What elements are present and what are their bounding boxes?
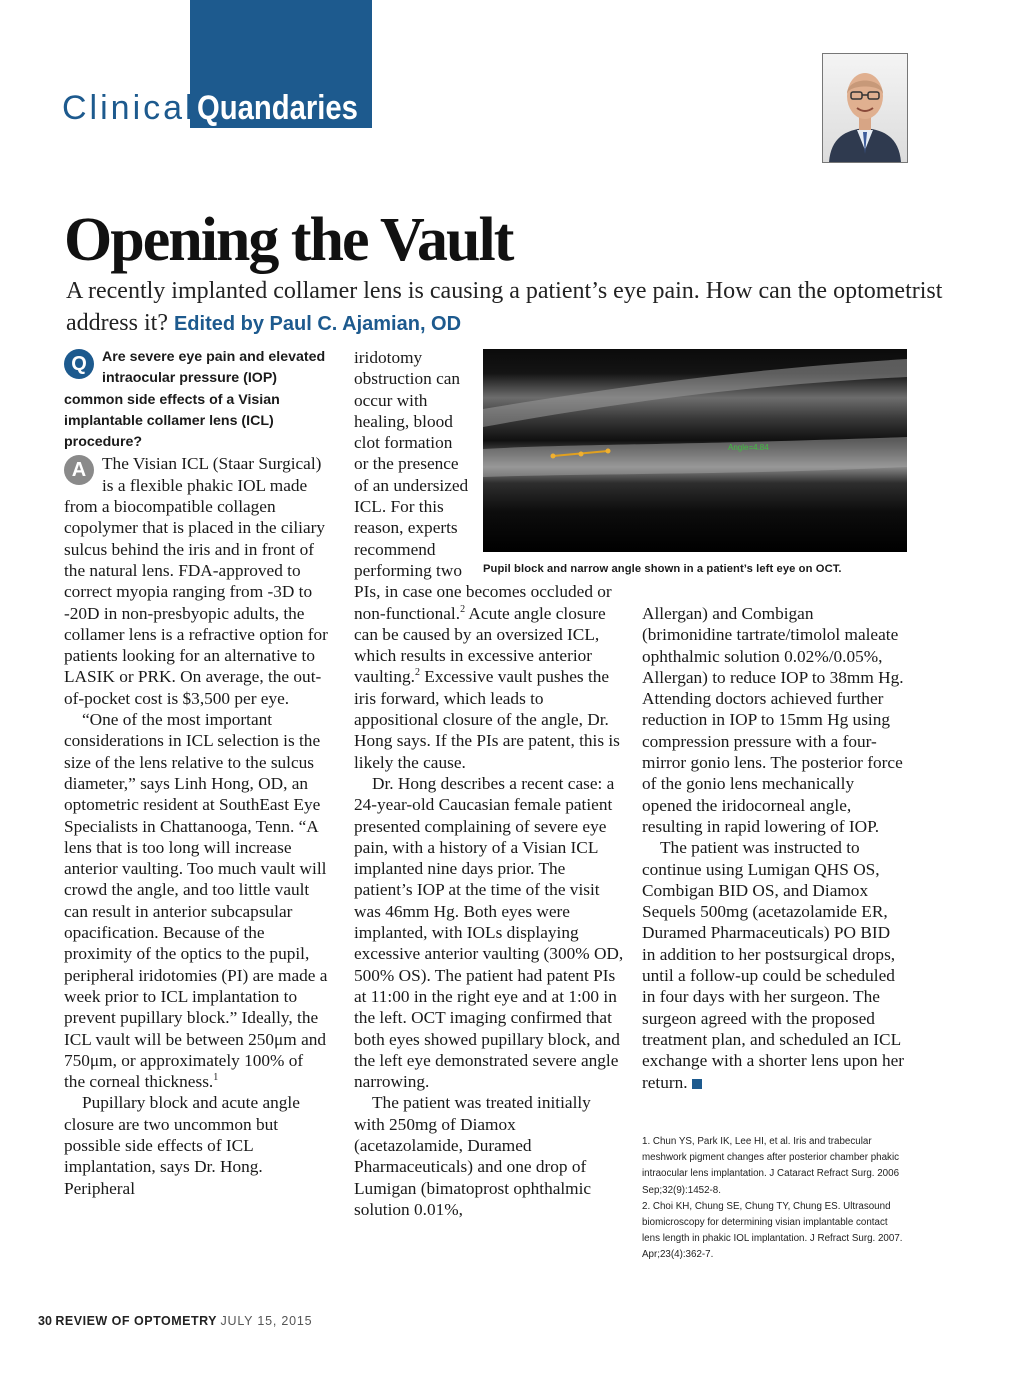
citation-2a: 2 [460, 603, 466, 615]
article-title: Opening the Vault [64, 206, 513, 274]
body-paragraph-3: Pupillary block and acute angle closure are two uncommon but possible side effects of ICL implantation, says Dr. Hong. Peripheral [64, 1093, 300, 1198]
col2-paragraph-2: Dr. Hong describes a recent case: a 24-year-old Caucasian female patient presented complaining of severe eye pain, with a history of a Visian ICL implanted nine days prior. The patient’s IOP at the time of the visit was 46mm Hg. Both eyes were implanted, with IOLs displaying excessive anterior vaulting (300% OD, 500% OS). The patient had patent PIs at 11:00 in the right eye and at 1:00 in the left. OCT imaging confirmed that both eyes showed pupillary block, and the left eye demonstrated severe angle narrowing. [354, 773, 624, 1092]
citation-2b: 2 [414, 667, 420, 679]
col3-paragraph-2 [642, 837, 907, 1093]
column-3 [642, 603, 907, 1093]
oct-scan-image [483, 349, 907, 552]
page-footer [38, 1314, 312, 1328]
section-label-quandaries: Quandaries [197, 89, 358, 127]
oct-angle-label: Angle=4.84 [728, 443, 769, 452]
author-photo [822, 53, 908, 163]
answer-paragraph [64, 453, 328, 709]
col2-p1-part-a: PIs, in case one becomes occluded or non-functional. [354, 582, 612, 623]
magazine-name: REVIEW OF OPTOMETRY [55, 1314, 217, 1328]
col3-paragraph-1: Allergan) and Combigan (brimonidine tartrate/timolol maleate ophthalmic solution 0.02%/0.05%, Allergan) to reduce IOP to 38mm Hg. Attending doctors achieved further reduction in IOP to 15mm Hg using compression pressure with a four-mirror gonio lens. The posterior force of the gonio lens mechanically opened the iridocorneal angle, resulting in rapid lowering of IOP. [642, 604, 904, 836]
body-paragraph-2 [64, 709, 328, 1092]
question-text: Are severe eye pain and elevated intraocular pressure (IOP) common side effects of a Visian implantable collamer lens (ICL) procedure? [64, 349, 326, 451]
col3-paragraph-2-text: The patient was instructed to continue using Lumigan QHS OS, Combigan BID OS, and Diamox Sequels 500mg (acetazolamide ER, Duramed Pharmaceuticals) PO BID in addition to her postsurgical drops, until a follow-up could be scheduled in four days with her surgeon. The surgeon agreed with the proposed treatment plan, and scheduled an ICL exchange with a shorter lens upon her return. [642, 838, 905, 1092]
question-badge: Q [64, 349, 94, 379]
col2-paragraph-1 [354, 581, 624, 773]
end-mark-icon [692, 1079, 702, 1089]
body-paragraph-2-text: “One of the most important considerations in ICL selection is the size of the lens relative to the sulcus diameter,” says Linh Hong, OD, an optometric resident at SouthEast Eye Specialists in Chattanooga, Tenn. “A lens that is too long will increase anterior vaulting. Too much vault will crowd the angle, and too little vault can result in anterior subcapsular opacification. Because of the proximity of the optics to the pupil, peripheral iridotomies (PI) are made a week prior to ICL implantation to prevent pupillary block.” Ideally, the ICL vault will be between 250μm and 750μm, or approximately 100% of the corneal thickness. [64, 710, 328, 1092]
deck-text: A recently implanted collamer lens is causing a patient’s eye pain. How can the optometrist address it? [66, 278, 943, 336]
answer-badge: A [64, 455, 94, 485]
author-portrait-image [823, 54, 907, 162]
citation-1: 1 [213, 1072, 219, 1084]
section-label-clinical: Clinical [62, 89, 196, 127]
column-1 [64, 347, 328, 1199]
oct-scan-overlay [483, 349, 907, 552]
reference-2: 2. Choi KH, Chung SE, Chung TY, Chung ES. Ultrasound biomicroscopy for determining visian implantable contact lens length in phakic IOL implantation. J Refract Surg. 2007. Apr;23(4):362-7. [642, 1200, 903, 1261]
article-deck [66, 275, 946, 340]
figure-caption: Pupil block and narrow angle shown in a patient’s left eye on OCT. [483, 563, 842, 575]
page-number: 30 [38, 1314, 52, 1328]
col2-wrap-paragraph: iridotomy obstruction can occur with healing, blood clot formation or the presence of an undersized ICL. For this reason, experts recommend performing two [354, 348, 469, 580]
byline: Edited by Paul C. Ajamian, OD [173, 313, 462, 335]
col2-p1-part-b: Acute angle closure can be caused by an oversized ICL, which results in excessive anterior vaulting. [354, 603, 606, 687]
references [642, 1134, 907, 1264]
answer-text: The Visian ICL (Staar Surgical) is a flexible phakic IOL made from a biocompatible collagen copolymer that is placed in the ciliary sulcus behind the iris and in front of the natural lens. FDA-approved to correct myopia ranging from -3D to -20D in non-presbyopic adults, the collamer lens is a refractive option for patients looking for an alternative to LASIK or PRK. On average, the out-of-pocket cost is $3,500 per eye. [64, 454, 328, 708]
reference-1: 1. Chun YS, Park IK, Lee HI, et al. Iris and trabecular meshwork pigment changes after posterior chamber phakic intraocular lens implantation. J Cataract Refract Surg. 2006 Sep;32(9):1452-8. [642, 1136, 900, 1196]
issue-date: JULY 15, 2015 [220, 1314, 313, 1328]
question-paragraph [64, 347, 328, 453]
col2-paragraph-3: The patient was treated initially with 250mg of Diamox (acetazolamide, Duramed Pharmaceuticals) and one drop of Lumigan (bimatoprost ophthalmic solution 0.01%, [354, 1093, 592, 1219]
col2-p1-part-c: Excessive vault pushes the iris forward, which leads to appositional closure of the angle, Dr. Hong says. If the PIs are patent, this is likely the cause. [354, 667, 620, 772]
